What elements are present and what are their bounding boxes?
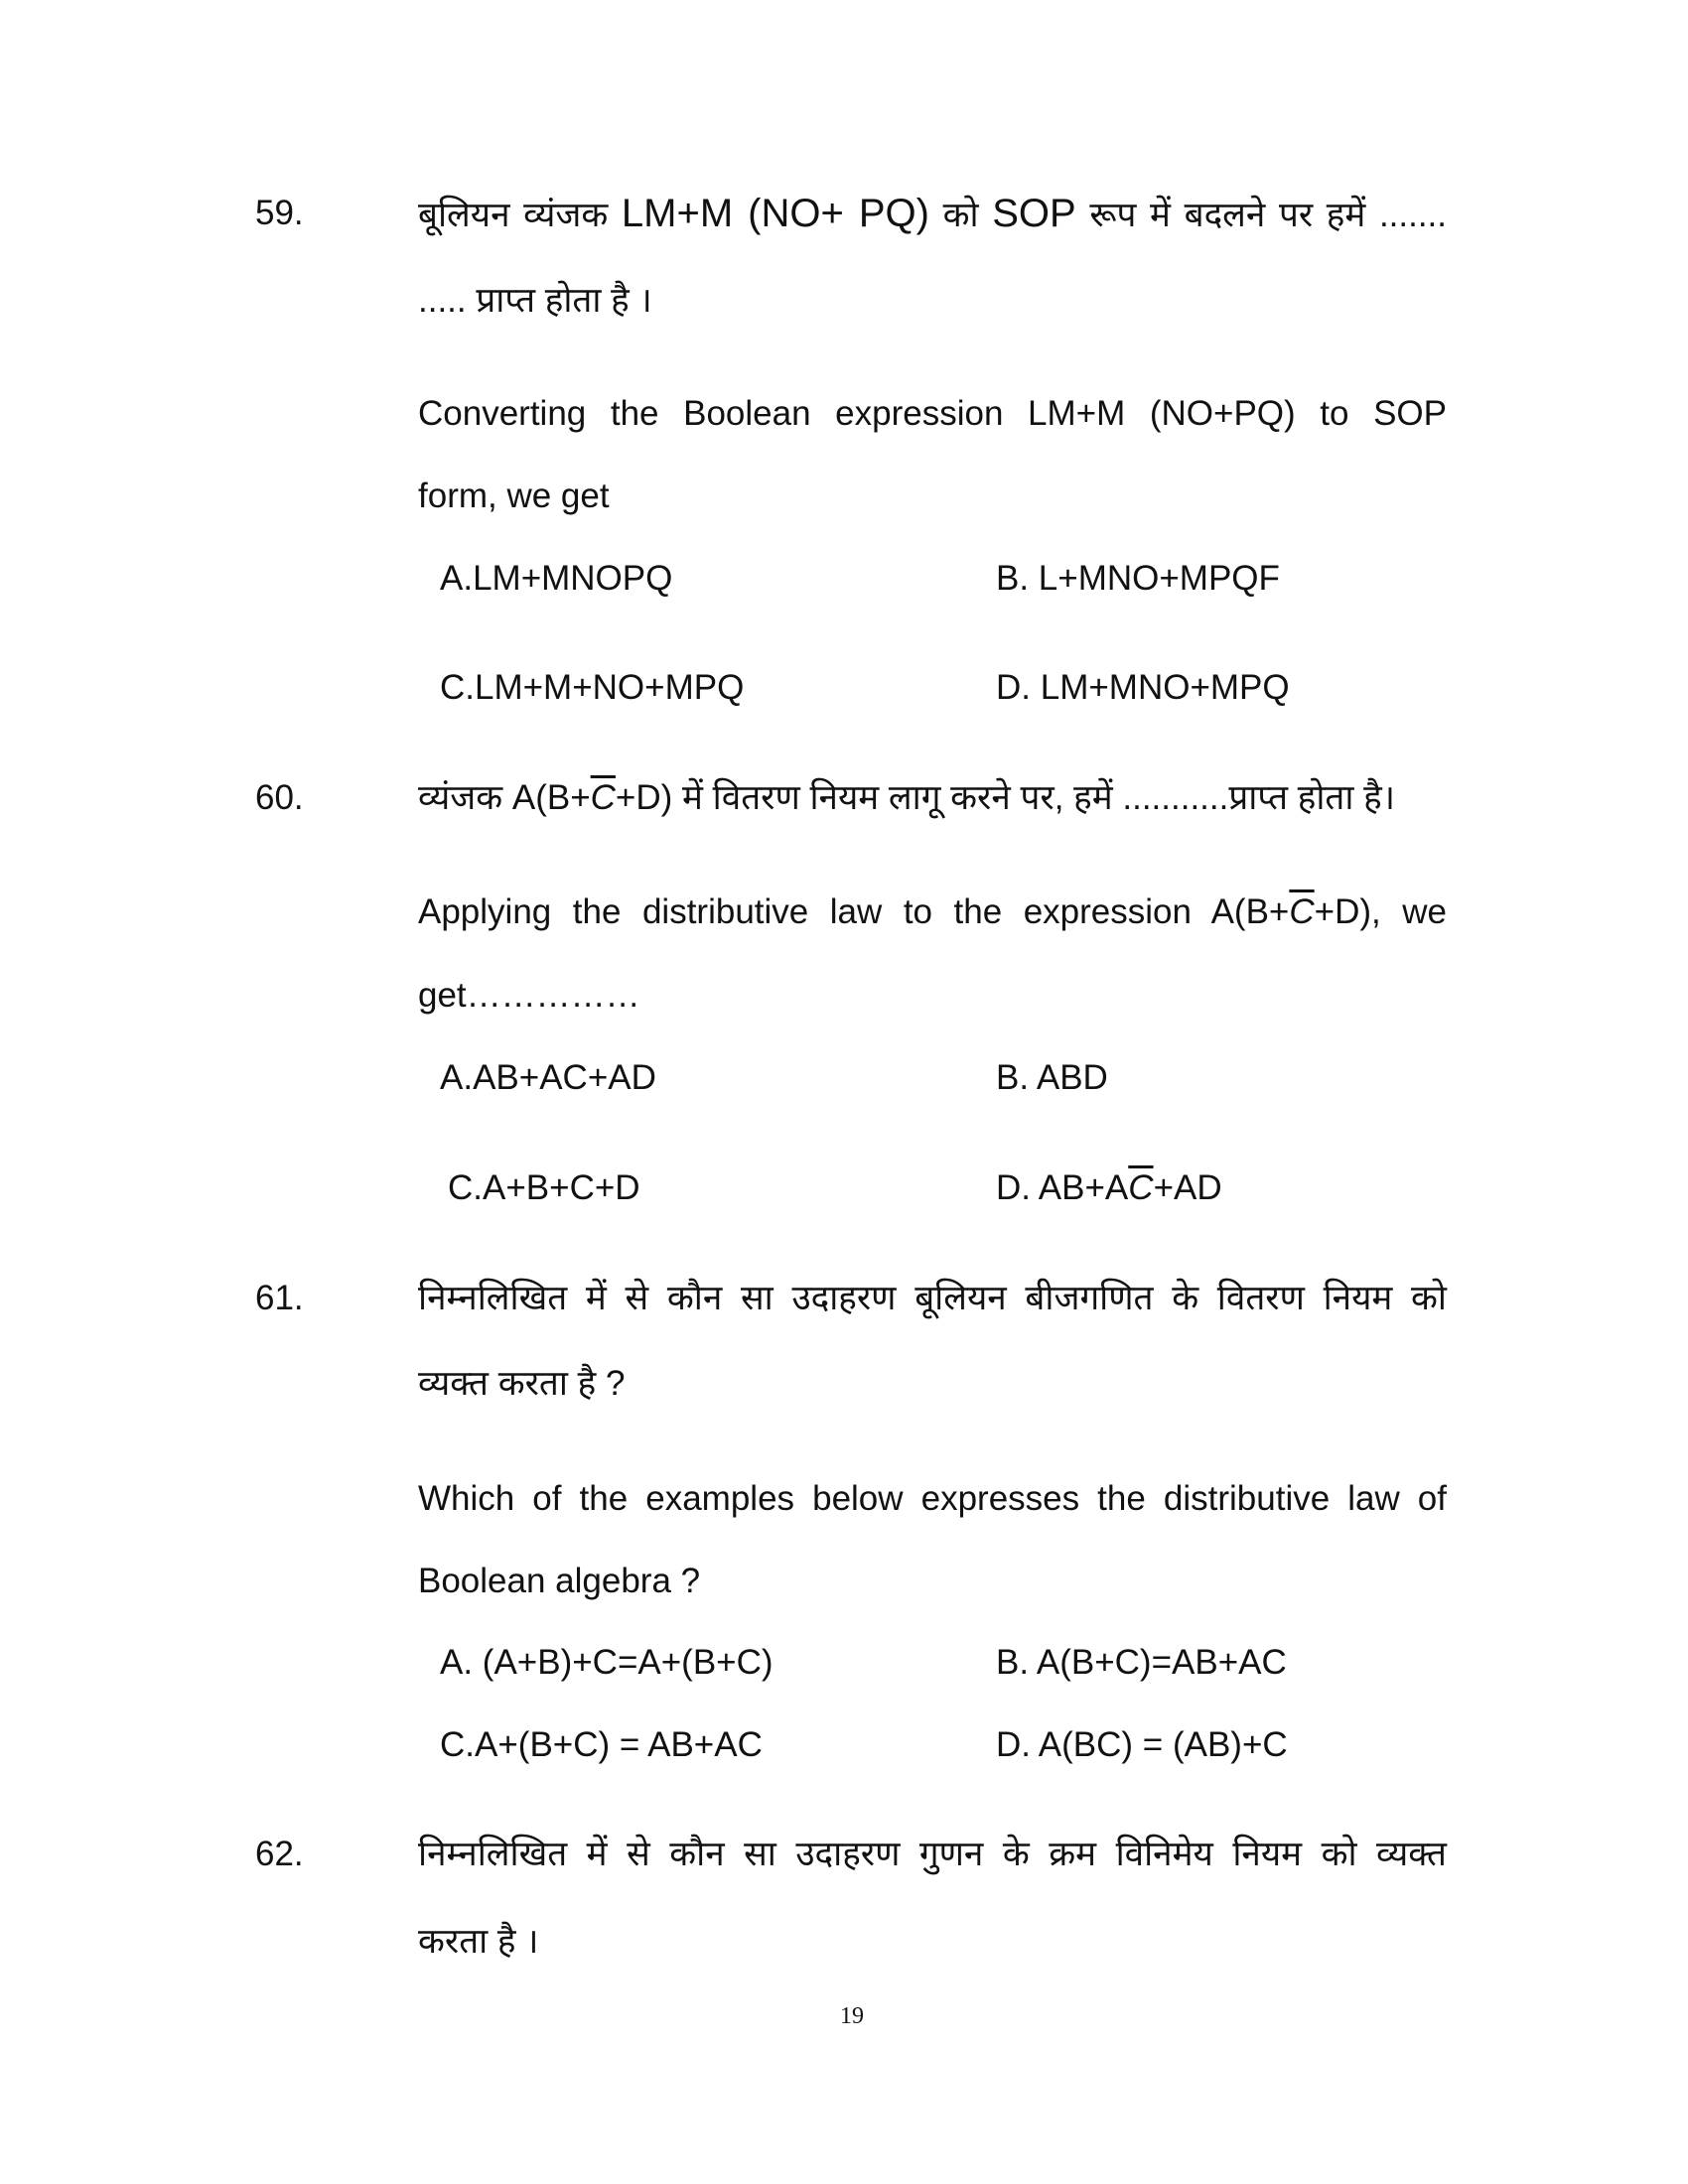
sop-text: SOP	[992, 192, 1076, 235]
option-text: +AD	[1153, 1168, 1222, 1207]
question-number-59: 59.	[255, 194, 304, 232]
q60-option-b: B. ABD	[996, 1058, 1108, 1097]
q60-option-a: A.AB+AC+AD	[440, 1058, 656, 1097]
question-59-english-line1: Converting the Boolean expression LM+M (NO+PQ) to SOP	[418, 394, 1447, 433]
question-number-62: 62.	[255, 1835, 304, 1873]
question-59-hindi-line2: ..... प्राप्त होता है ।	[418, 281, 652, 320]
hindi-text: +D) में वितरण नियम लागू करने पर, हमें ...........प्राप्त होता है।	[615, 778, 1396, 817]
q59-option-c: C.LM+M+NO+MPQ	[440, 668, 745, 707]
q61-option-c: C.A+(B+C) = AB+AC	[440, 1725, 763, 1764]
question-60-english-line2: get……………	[418, 976, 640, 1015]
page-number: 19	[840, 2003, 864, 2029]
question-59-hindi-line1	[418, 194, 1447, 235]
question-59-english-line2: form, we get	[418, 477, 610, 515]
english-text: Applying the distributive law to the expression A(B+	[418, 892, 1290, 931]
question-62-hindi-line1: निम्नलिखित में से कौन सा उदाहरण गुणन के क्रम विनिमेय नियम को व्यक्त	[418, 1835, 1447, 1873]
q61-option-d: D. A(BC) = (AB)+C	[996, 1725, 1288, 1764]
q60-option-c: C.A+B+C+D	[448, 1168, 640, 1207]
c-bar: $\overline{C}$	[590, 778, 616, 817]
q59-option-b: B. L+MNO+MPQF	[996, 559, 1280, 598]
hindi-text: को	[929, 196, 993, 234]
hindi-text: रूप में बदलने पर हमें .......	[1075, 196, 1448, 234]
question-62-hindi-line2: करता है ।	[418, 1922, 539, 1961]
question-60-english-line1	[418, 892, 1447, 932]
question-61-hindi-line1: निम्नलिखित में से कौन सा उदाहरण बूलियन बीजगणित के वितरण नियम को	[418, 1279, 1447, 1317]
question-61-english-line1: Which of the examples below expresses the distributive law of	[418, 1479, 1447, 1518]
hindi-text: व्यंजक A(B+	[418, 778, 591, 817]
english-text: +D), we	[1314, 892, 1448, 931]
question-number-61: 61.	[255, 1279, 304, 1317]
q59-option-d: D. LM+MNO+MPQ	[996, 668, 1290, 707]
question-number-60: 60.	[255, 778, 304, 817]
c-bar: $\overline{C}$	[1128, 1168, 1154, 1207]
q61-option-b: B. A(B+C)=AB+AC	[996, 1643, 1287, 1682]
c-bar: $\overline{C}$	[1289, 892, 1315, 931]
question-61-english-line2: Boolean algebra ?	[418, 1562, 701, 1600]
question-61-hindi-line2: व्यक्त करता है ?	[418, 1364, 626, 1403]
hindi-text: बूलियन व्यंजक	[418, 196, 622, 234]
q59-option-a: A.LM+MNOPQ	[440, 559, 673, 598]
question-60-hindi-line1	[418, 778, 1447, 818]
option-text: D. AB+A	[996, 1168, 1129, 1207]
q61-option-a: A. (A+B)+C=A+(B+C)	[440, 1643, 774, 1682]
q60-option-d	[996, 1168, 1222, 1208]
expression: LM+M (NO+ PQ)	[621, 192, 929, 235]
